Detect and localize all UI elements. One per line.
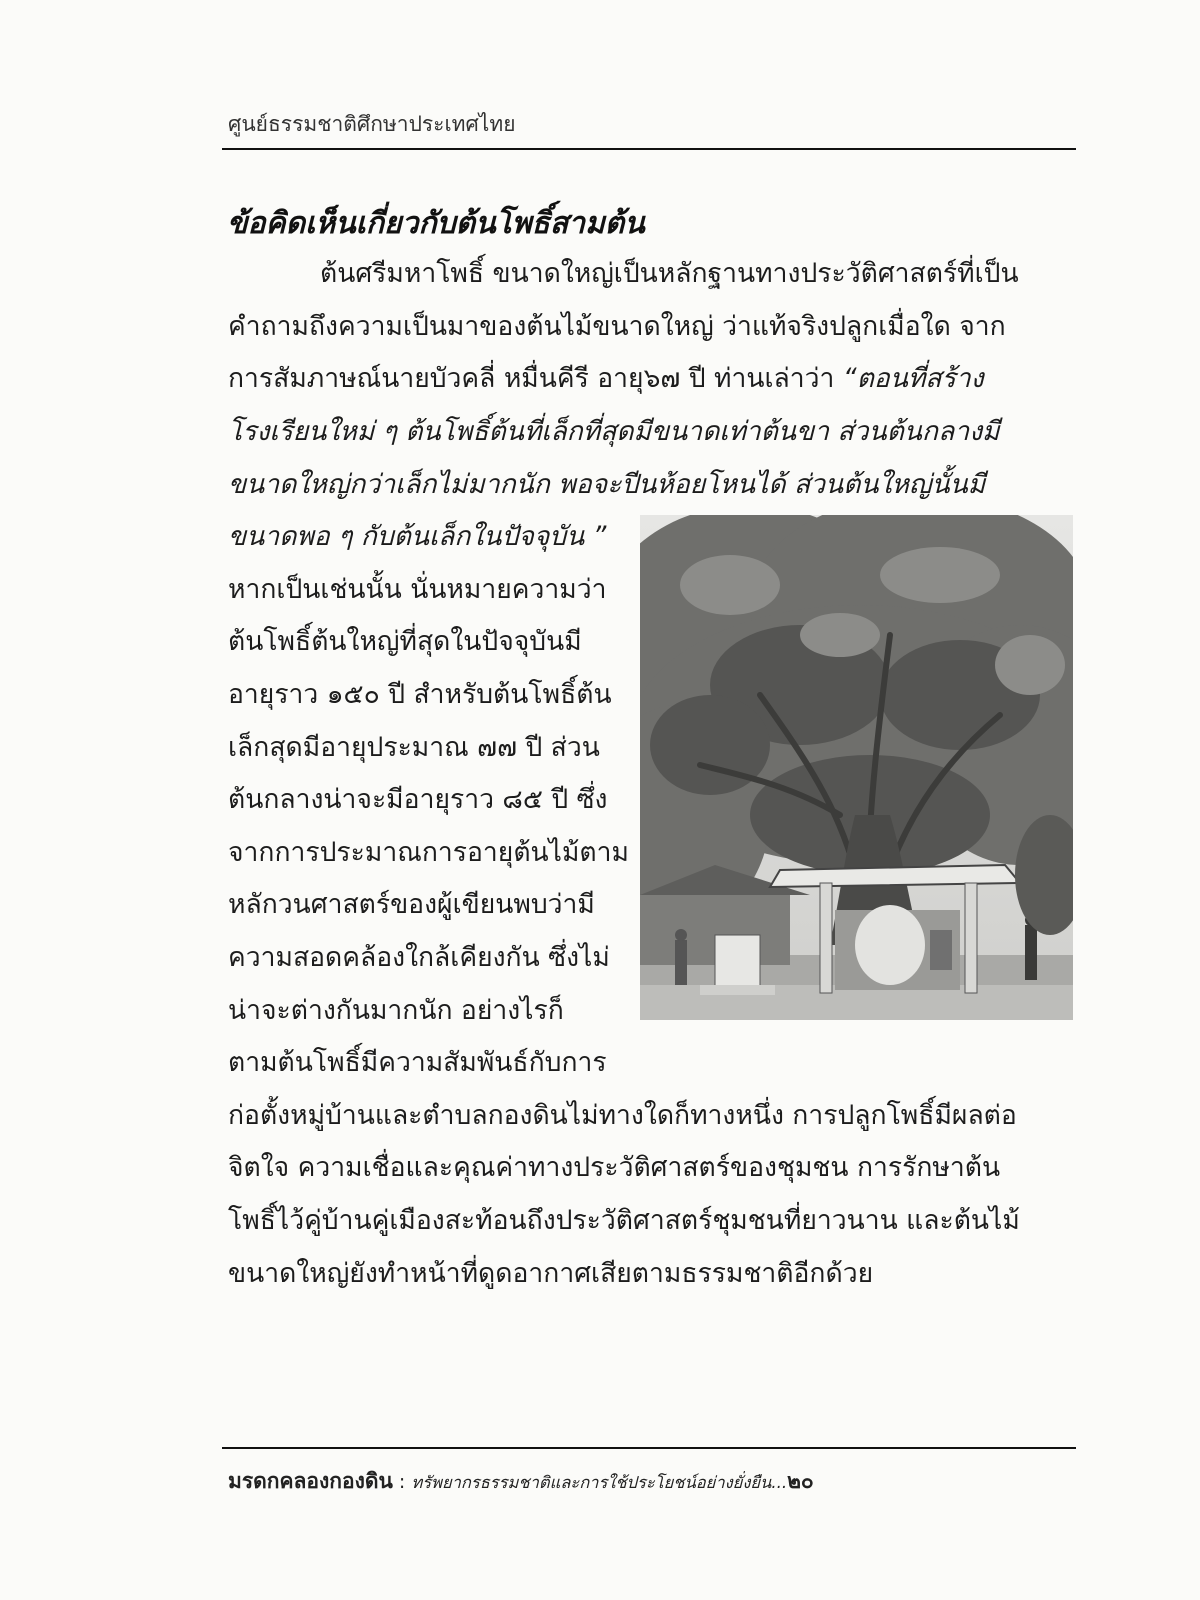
paragraph-line: หากเป็นเช่นนั้น นั่นหมายความว่า bbox=[228, 574, 607, 605]
running-header: ศูนย์ธรรมชาติศึกษาประเทศไทย bbox=[228, 112, 516, 136]
paragraph-line: หลักวนศาสตร์ของผู้เขียนพบว่ามี bbox=[228, 889, 595, 920]
paragraph-text: การสัมภาษณ์นายบัวคลี่ หมื่นคีรี อายุ๖๗ ปี ท่านเล่าว่า bbox=[228, 363, 835, 394]
paragraph-line: ต้นกลางน่าจะมีอายุราว ๘๕ ปี ซึ่ง bbox=[228, 784, 608, 815]
quote-line: ขนาดใหญ่กว่าเล็กไม่มากนัก พอจะปีนห้อยโหนได้ ส่วนต้นใหญ่นั้นมี bbox=[228, 469, 986, 500]
paragraph-line: ขนาดใหญ่ยังทำหน้าที่ดูดอากาศเสียตามธรรมชาติอีกด้วย bbox=[228, 1258, 874, 1289]
quote-line: โรงเรียนใหม่ ๆ ต้นโพธิ์ต้นที่เล็กที่สุดมีขนาดเท่าต้นขา ส่วนต้นกลางมี bbox=[228, 416, 1000, 447]
section-heading: ข้อคิดเห็นเกี่ยวกับต้นโพธิ์สามต้น bbox=[227, 206, 645, 241]
footer-separator: : bbox=[392, 1471, 412, 1493]
footer-rule bbox=[222, 1447, 1076, 1449]
paragraph-line: จากการประมาณการอายุต้นไม้ตาม bbox=[228, 837, 629, 868]
paragraph-line: โพธิ์ไว้คู่บ้านคู่เมืองสะท้อนถึงประวัติศาสตร์ชุมชนที่ยาวนาน และต้นไม้ bbox=[228, 1205, 1020, 1236]
paragraph-line: ต้นศรีมหาโพธิ์ ขนาดใหญ่เป็นหลักฐานทางประวัติศาสตร์ที่เป็น bbox=[320, 258, 1019, 289]
header-rule bbox=[222, 148, 1076, 150]
paragraph-line: จิตใจ ความเชื่อและคุณค่าทางประวัติศาสตร์ของชุมชน การรักษาต้น bbox=[228, 1152, 1001, 1183]
paragraph-line: น่าจะต่างกันมากนัก อย่างไรก็ bbox=[228, 995, 564, 1026]
paragraph-line: ก่อตั้งหมู่บ้านและตำบลกองดินไม่ทางใดก็ทางหนึ่ง การปลูกโพธิ์มีผลต่อ bbox=[228, 1100, 1017, 1131]
paragraph-line: ต้นโพธิ์ต้นใหญ่ที่สุดในปัจจุบันมี bbox=[228, 626, 582, 657]
paragraph-line: คำถามถึงความเป็นมาของต้นไม้ขนาดใหญ่ ว่าแท้จริงปลูกเมื่อใด จาก bbox=[228, 311, 1006, 342]
quote-text: “ตอนที่สร้าง bbox=[842, 363, 984, 394]
paragraph-line: ความสอดคล้องใกล้เคียงกัน ซึ่งไม่ bbox=[228, 942, 610, 973]
footer-book-title: มรดกคลองกองดิน bbox=[228, 1469, 393, 1493]
paragraph-line bbox=[228, 357, 984, 399]
bodhi-tree-photo bbox=[640, 515, 1073, 1020]
footer-subtitle: ทรัพยากรธรรมชาติและการใช้ประโยชน์อย่างยั่งยืน... bbox=[411, 1473, 788, 1492]
paragraph-line: อายุราว ๑๕๐ ปี สำหรับต้นโพธิ์ต้น bbox=[228, 679, 612, 710]
paragraph-line: เล็กสุดมีอายุประมาณ ๗๗ ปี ส่วน bbox=[228, 732, 600, 763]
page-number: ๒๐ bbox=[787, 1469, 814, 1493]
paragraph-line: ตามต้นโพธิ์มีความสัมพันธ์กับการ bbox=[228, 1047, 607, 1078]
quote-line: ขนาดพอ ๆ กับต้นเล็กในปัจจุบัน ” bbox=[228, 521, 607, 552]
page-footer bbox=[228, 1465, 1078, 1498]
